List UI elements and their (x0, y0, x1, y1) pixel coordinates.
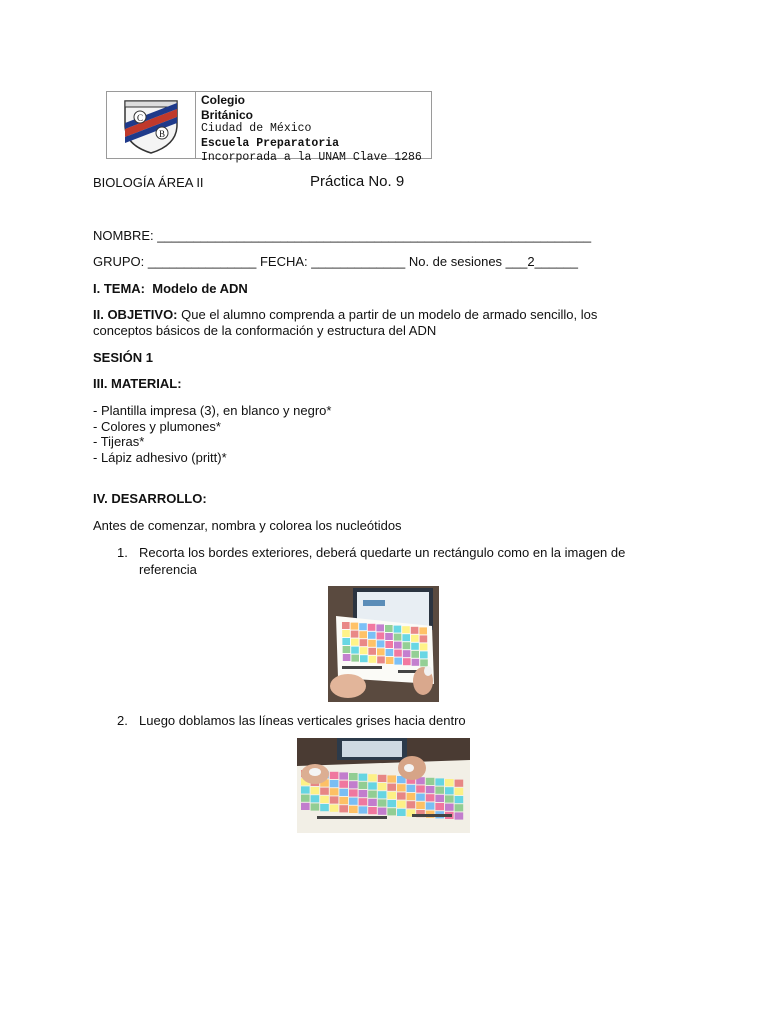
photo-tile (359, 790, 368, 797)
photo-tile (403, 642, 411, 649)
photo-tile (411, 643, 419, 650)
photo-tile (407, 801, 416, 808)
step-number: 1. (117, 545, 128, 560)
photo-tile (387, 775, 396, 782)
photo-tile (420, 659, 428, 666)
practice-number: Práctica No. 9 (310, 173, 405, 190)
step-item (117, 544, 625, 578)
photo-tile (397, 809, 406, 816)
photo-tile (301, 803, 310, 810)
photo-tile (445, 804, 454, 811)
photo-tile (351, 631, 359, 638)
objetivo-text-1: Que el alumno comprenda a partir de un modelo de armado sencillo, los (181, 307, 598, 322)
tema-value: Modelo de ADN (152, 281, 248, 296)
photo-tile (397, 801, 406, 808)
photo-tile (426, 794, 435, 801)
photo-tile (378, 783, 387, 790)
photo-tile (351, 647, 359, 654)
desarrollo-intro: Antes de comenzar, nombra y colorea los nucleótidos (93, 518, 402, 533)
photo-tile (455, 780, 464, 787)
photo-tile (385, 633, 393, 640)
step-text-1: Luego doblamos las líneas verticales grises hacia dentro (139, 713, 466, 728)
photo-tile (416, 802, 425, 809)
photo-tile (412, 659, 420, 666)
photo-tile (368, 624, 376, 631)
photo-tile (359, 806, 368, 813)
photo-tile (368, 807, 377, 814)
objetivo-text-2: conceptos básicos de la conformación y estructura del ADN (93, 323, 437, 338)
photo-tile (330, 788, 339, 795)
photo-tile (416, 794, 425, 801)
photo-tile (342, 622, 350, 629)
photo-tile (455, 812, 464, 819)
photo-tile (387, 800, 396, 807)
session-heading: SESIÓN 1 (93, 350, 153, 365)
photo-tile (349, 773, 358, 780)
photo-tile (455, 804, 464, 811)
photo-tile (349, 798, 358, 805)
photo-tile (349, 806, 358, 813)
photo-tile (387, 792, 396, 799)
tema-label: I. TEMA: (93, 281, 145, 296)
photo-tile (369, 656, 377, 663)
nombre-field: NOMBRE: ____________________________________________________________ (93, 228, 592, 243)
photo-tile (343, 646, 351, 653)
photo-tile (330, 805, 339, 812)
photo-tile (397, 792, 406, 799)
photo-tile (320, 796, 329, 803)
photo-tile (385, 641, 393, 648)
photo-tile (385, 625, 393, 632)
school-crest-logo (119, 95, 183, 155)
photo-tile (435, 795, 444, 802)
photo-tile (387, 808, 396, 815)
photo-tile (402, 634, 410, 641)
reference-photo-folding (297, 738, 470, 833)
photo-tile (455, 796, 464, 803)
photo-tile (426, 786, 435, 793)
photo-tile (368, 774, 377, 781)
photo-tile (394, 634, 402, 641)
photo-tile (342, 630, 350, 637)
photo-tile (342, 638, 350, 645)
photo-tile (445, 779, 454, 786)
photo-tile (330, 796, 339, 803)
material-item: - Tijeras* (93, 434, 145, 449)
school-name-block (201, 93, 422, 166)
photo-tile (368, 648, 376, 655)
photo-tile (403, 650, 411, 657)
photo-tile (407, 785, 416, 792)
photo-tile (403, 658, 411, 665)
photo-tile (359, 774, 368, 781)
step-number: 2. (117, 713, 128, 728)
photo-tile (330, 780, 339, 787)
photo-tile (455, 788, 464, 795)
tema-line (93, 281, 248, 296)
photo-tile (359, 631, 367, 638)
photo-tile (349, 789, 358, 796)
photo-tile (311, 803, 320, 810)
photo-tile (311, 787, 320, 794)
photo-tile (339, 805, 348, 812)
photo-tile (419, 627, 427, 634)
photo-tile (377, 632, 385, 639)
photo-tile (435, 803, 444, 810)
photo-tile (426, 802, 435, 809)
photo-tile (360, 655, 368, 662)
photo-tile (351, 639, 359, 646)
photo-tile (320, 804, 329, 811)
photo-tile (411, 651, 419, 658)
photo-tile (339, 772, 348, 779)
photo-tile (377, 656, 385, 663)
photo-tile (416, 785, 425, 792)
course-title: BIOLOGÍA ÁREA II (93, 175, 204, 190)
school-header (106, 91, 432, 164)
photo-tile (386, 649, 394, 656)
desarrollo-heading: IV. DESARROLLO: (93, 491, 207, 506)
photo-tile (420, 651, 428, 658)
photo-tile (349, 781, 358, 788)
school-level: Escuela Preparatoria (201, 136, 340, 150)
photo-tile (351, 623, 359, 630)
photo-tile (330, 772, 339, 779)
photo-tile (368, 791, 377, 798)
photo-tile (339, 797, 348, 804)
photo-tile (435, 787, 444, 794)
photo-tile (343, 654, 351, 661)
photo-tile (377, 648, 385, 655)
school-name-line2: Británico (201, 107, 254, 122)
photo-tile (359, 798, 368, 805)
photo-tile (394, 650, 402, 657)
crest-cell (107, 92, 196, 158)
photo-tile (339, 781, 348, 788)
objetivo-block (93, 307, 693, 339)
photo-tile (368, 799, 377, 806)
reference-photo-cut-rectangle (328, 586, 439, 702)
photo-tile (368, 640, 376, 647)
photo-tile (394, 658, 402, 665)
photo-tile (368, 632, 376, 639)
photo-tile (420, 635, 428, 642)
photo-tile (359, 782, 368, 789)
school-city: Ciudad de México (201, 122, 312, 135)
photo-tile (445, 795, 454, 802)
photo-tile (359, 623, 367, 630)
step-text-1: Recorta los bordes exteriores, deberá quedarte un rectángulo como en la imagen de (139, 545, 626, 560)
photo-tile (411, 635, 419, 642)
photo-tile (411, 627, 419, 634)
material-item: - Colores y plumones* (93, 418, 221, 434)
photo-tile (397, 784, 406, 791)
objetivo-label: II. OBJETIVO: (93, 307, 178, 322)
photo-tile (426, 778, 435, 785)
photo-tile (320, 788, 329, 795)
photo-tile (394, 626, 402, 633)
photo-tile (339, 789, 348, 796)
photo-tile (360, 639, 368, 646)
photo-tile (376, 624, 384, 631)
photo-tile (407, 793, 416, 800)
photo-tile (378, 775, 387, 782)
photo-tile (386, 657, 394, 664)
photo-tile (387, 784, 396, 791)
photo-tile (378, 799, 387, 806)
photo-tile (301, 795, 310, 802)
grupo-fecha-sesiones-field: GRUPO: _______________ FECHA: _____________ No. de sesiones ___2______ (93, 254, 578, 269)
photo-tile (351, 655, 359, 662)
material-item: - Lápiz adhesivo (pritt)* (93, 449, 227, 465)
photo-tile (394, 642, 402, 649)
material-list (93, 403, 331, 465)
photo-tile (435, 778, 444, 785)
school-name-line1: Colegio (201, 93, 245, 107)
material-heading: III. MATERIAL: (93, 376, 182, 391)
step-text-2: referencia (139, 562, 197, 577)
photo-tile (378, 791, 387, 798)
photo-tile (360, 647, 368, 654)
crest-letter-c: C (136, 113, 144, 123)
photo-tile (420, 643, 428, 650)
photo-tile (377, 640, 385, 647)
photo-tile (378, 808, 387, 815)
photo-tile (402, 626, 410, 633)
school-incorporation: Incorporada a la UNAM Clave 1286 (201, 151, 422, 164)
material-item: - Plantilla impresa (3), en blanco y negro* (93, 403, 332, 418)
photo-tile (445, 787, 454, 794)
photo-tile (311, 795, 320, 802)
photo-tile (301, 786, 310, 793)
crest-letter-b: B (158, 129, 166, 139)
step-item (117, 713, 466, 728)
photo-tile (368, 782, 377, 789)
